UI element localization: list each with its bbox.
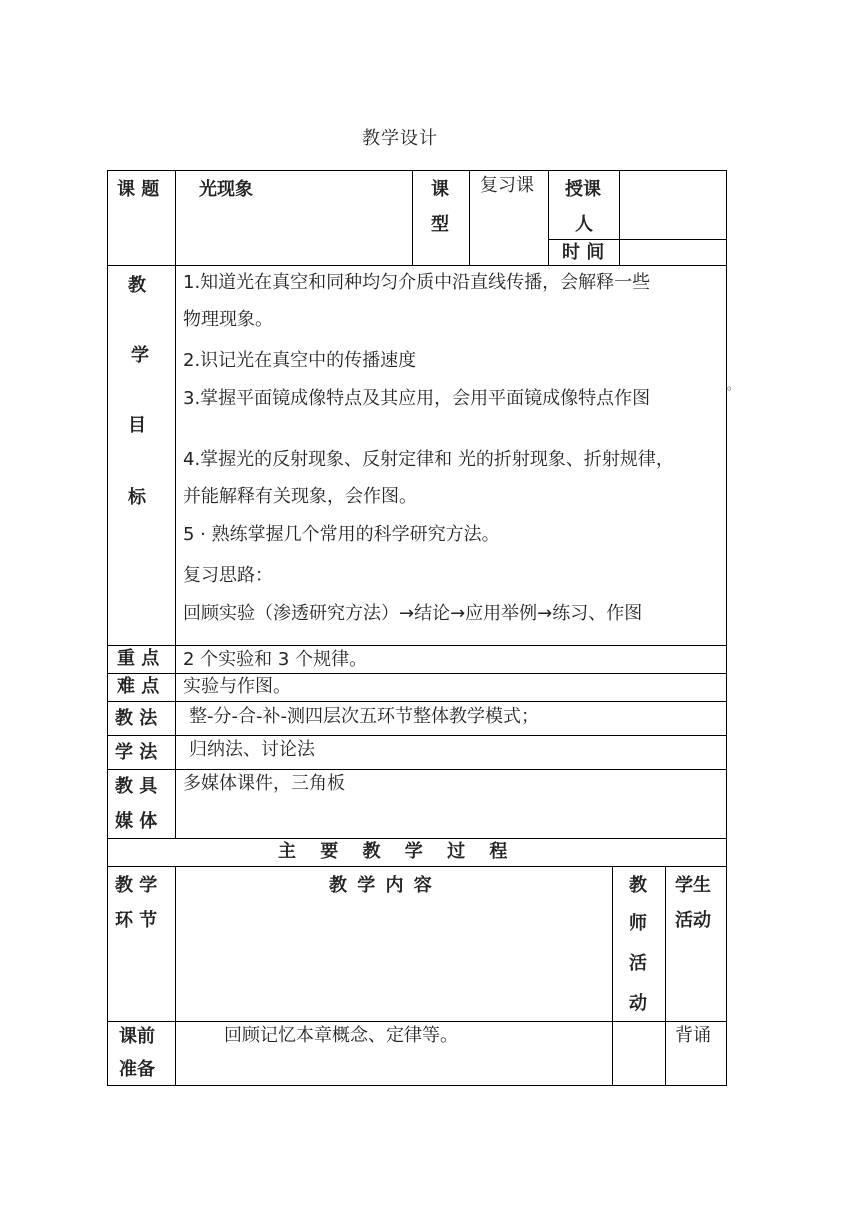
process-col-teacher-char: 教 xyxy=(629,875,647,896)
teaching-method-value: 整-分-合-补-测四层次五环节整体教学模式； xyxy=(189,706,539,727)
type-label-1: 课 xyxy=(431,179,449,200)
table-rule xyxy=(107,866,727,867)
table-rule xyxy=(619,170,620,265)
objective-line: 1.知道光在真空和同种均匀介质中沿直线传播，会解释一些 xyxy=(183,272,651,293)
objective-line: 4.掌握光的反射现象、反射定律和 光的折射现象、折射规律， xyxy=(183,449,674,470)
table-border-left xyxy=(107,170,108,1086)
stray-punctuation: 。 xyxy=(727,378,740,392)
process-col-student-2: 活动 xyxy=(675,910,711,931)
table-rule xyxy=(548,239,727,240)
table-border-top xyxy=(107,170,727,171)
table-border-bottom xyxy=(107,1085,727,1086)
table-rule xyxy=(107,645,727,646)
difficulty-label: 难 点 xyxy=(117,676,160,697)
objectives-label-char: 标 xyxy=(128,487,146,508)
teacher-label-2: 人 xyxy=(575,214,593,235)
objective-line: 3.掌握平面镜成像特点及其应用，会用平面镜成像特点作图 xyxy=(183,388,651,409)
page-title: 教学设计 xyxy=(362,128,438,149)
tools-value: 多媒体课件，三角板 xyxy=(183,773,345,794)
difficulty-value: 实验与作图。 xyxy=(183,676,291,697)
objectives-label-char: 教 xyxy=(128,275,146,296)
table-rule xyxy=(107,673,727,674)
table-border-right xyxy=(726,170,727,1086)
objectives-label-char: 学 xyxy=(131,345,149,366)
teaching-method-label: 教 法 xyxy=(115,708,158,729)
process-col-teacher-char: 师 xyxy=(629,913,647,934)
table-rule xyxy=(107,1021,727,1022)
objectives-label-char: 目 xyxy=(128,415,146,436)
table-rule xyxy=(175,866,176,1086)
prep-content: 回顾记忆本章概念、定律等。 xyxy=(224,1025,458,1046)
type-value: 复习课 xyxy=(480,175,534,196)
tools-label-2: 媒 体 xyxy=(115,811,158,832)
prep-stage-label-2: 准备 xyxy=(119,1059,155,1080)
type-label-2: 型 xyxy=(431,214,449,235)
process-col-teacher-char: 动 xyxy=(629,993,647,1014)
table-rule xyxy=(107,735,727,736)
review-idea-flow: 回顾实验（渗透研究方法）→结论→应用举例→练习、作图 xyxy=(183,603,643,624)
table-rule xyxy=(107,701,727,702)
table-rule xyxy=(548,170,549,265)
objective-line: 物理现象。 xyxy=(183,309,273,330)
learning-method-label: 学 法 xyxy=(115,742,158,763)
process-col-content: 教 学 内 容 xyxy=(329,875,432,896)
process-col-teacher-char: 活 xyxy=(629,953,647,974)
time-label: 时 间 xyxy=(562,242,605,263)
process-col-stage-1: 教 学 xyxy=(115,875,158,896)
key-points-label: 重 点 xyxy=(117,648,160,669)
table-rule xyxy=(107,265,727,266)
process-col-student-1: 学生 xyxy=(675,875,711,896)
table-rule xyxy=(469,170,470,265)
table-rule xyxy=(107,838,727,839)
process-heading: 主 要 教 学 过 程 xyxy=(278,841,508,862)
teacher-label-1: 授课 xyxy=(565,179,601,200)
key-points-value: 2 个实验和 3 个规律。 xyxy=(183,649,368,670)
table-rule xyxy=(175,265,176,838)
objective-line: 并能解释有关现象，会作图。 xyxy=(183,486,417,507)
table-rule xyxy=(665,866,666,1086)
tools-label-1: 教 具 xyxy=(115,776,158,797)
table-rule xyxy=(175,170,176,265)
table-rule xyxy=(107,769,727,770)
prep-stage-label-1: 课前 xyxy=(119,1026,155,1047)
table-rule xyxy=(412,170,413,265)
topic-value: 光现象 xyxy=(199,179,253,200)
review-idea-label: 复习思路： xyxy=(183,565,273,586)
objective-line: 2.识记光在真空中的传播速度 xyxy=(183,350,417,371)
table-rule xyxy=(612,866,613,1086)
process-col-stage-2: 环 节 xyxy=(115,910,158,931)
prep-student-activity: 背诵 xyxy=(675,1025,711,1046)
objective-line: 5 · 熟练掌握几个常用的科学研究方法。 xyxy=(183,524,500,545)
topic-label: 课 题 xyxy=(117,179,160,200)
learning-method-value: 归纳法、讨论法 xyxy=(189,739,315,760)
